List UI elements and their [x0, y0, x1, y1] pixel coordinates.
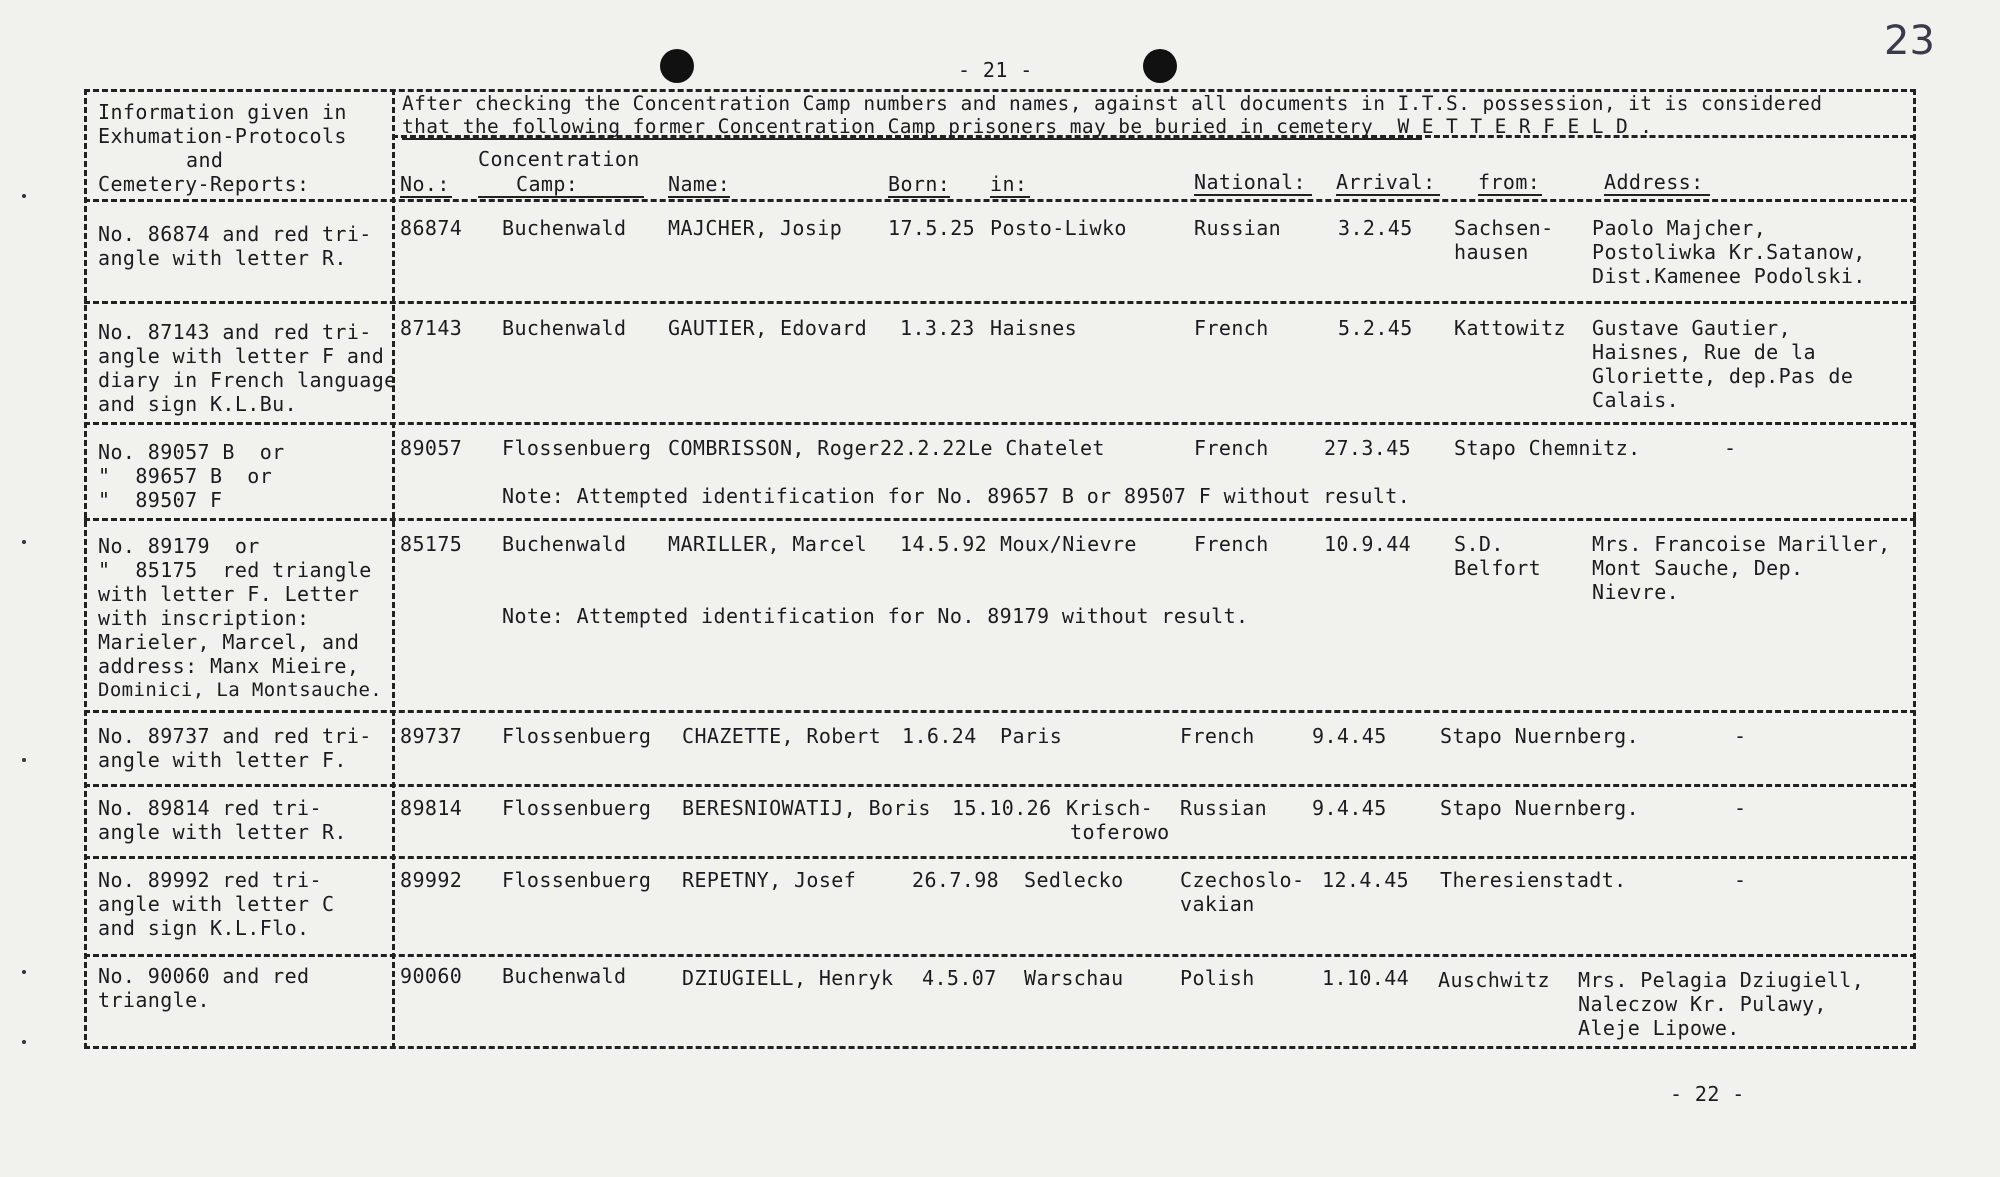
row-from: Auschwitz [1438, 968, 1550, 992]
row-in: Moux/Nievre [1000, 532, 1137, 556]
row-name: REPETNY, Josef [682, 868, 857, 892]
row-camp: Buchenwald [502, 316, 627, 340]
row-from: Kattowitz [1454, 316, 1566, 340]
row-national: Polish [1180, 966, 1255, 990]
header-underline [402, 138, 1422, 140]
row-in: toferowo [1070, 820, 1170, 844]
row-info: No. 89737 and red tri- [98, 724, 372, 748]
row-born: 1.3.23 [900, 316, 975, 340]
row-name: MAJCHER, Josip [668, 216, 843, 240]
row-address: Gloriette, dep.Pas de [1592, 364, 1854, 388]
row-camp: Flossenbuerg [502, 868, 652, 892]
row-born: 15.10.26 [952, 796, 1052, 820]
row-national: French [1194, 532, 1269, 556]
row-arrival: 27.3.45 [1324, 436, 1412, 460]
row-address: Dist.Kamenee Podolski. [1592, 264, 1866, 288]
page-number: 23 [1884, 18, 1935, 64]
row-info: angle with letter F. [98, 748, 347, 772]
punch-hole-right [1143, 49, 1177, 83]
row-born: 14.5.92 [900, 532, 988, 556]
row-info: and sign K.L.Bu. [98, 392, 298, 416]
margin-dot [22, 758, 26, 762]
row-info: with letter F. Letter [98, 582, 360, 606]
row-no: 89814 [400, 796, 463, 820]
row-born: 1.6.24 [902, 724, 977, 748]
row-divider [84, 301, 1916, 304]
row-in: Sedlecko [1024, 868, 1124, 892]
col-header-underline [668, 196, 730, 198]
row-info: angle with letter R. [98, 820, 347, 844]
row-address: Nievre. [1592, 580, 1680, 604]
col-header-underline [1604, 194, 1710, 196]
row-info: triangle. [98, 988, 210, 1012]
col-header-underline [1478, 194, 1542, 196]
row-address: Haisnes, Rue de la [1592, 340, 1816, 364]
margin-dot [22, 540, 26, 544]
row-born: 26.7.98 [912, 868, 1000, 892]
col-header-arrival: Arrival: [1336, 170, 1436, 194]
row-divider [84, 422, 1916, 425]
header-left-line: and [186, 148, 224, 172]
row-from: Stapo Nuernberg. [1440, 796, 1640, 820]
row-born: 4.5.07 [922, 966, 997, 990]
row-info: No. 90060 and red [98, 964, 310, 988]
row-from: Theresienstadt. [1440, 868, 1627, 892]
row-address: Mrs. Pelagia Dziugiell, [1578, 968, 1865, 992]
col-header-national: National: [1194, 170, 1306, 194]
row-divider [84, 784, 1916, 787]
top-page-marker: - 21 - [958, 58, 1033, 82]
header-statement-line: that the following former Concentration Camp prisoners may be buried in cemetery W E T T E R F E L D . [402, 115, 1653, 138]
row-info: angle with letter F and [98, 344, 385, 368]
row-name: CHAZETTE, Robert [682, 724, 882, 748]
col-header-from: from: [1478, 170, 1541, 194]
row-info: " 89507 F [98, 488, 223, 512]
row-info: with inscription: [98, 606, 310, 630]
row-national: Russian [1180, 796, 1268, 820]
row-national: Russian [1194, 216, 1282, 240]
col-header-born: Born: [888, 172, 951, 196]
header-left-line: Cemetery-Reports: [98, 172, 310, 196]
row-from: hausen [1454, 240, 1529, 264]
row-in: Krisch- [1066, 796, 1154, 820]
row-from: Stapo Nuernberg. [1440, 724, 1640, 748]
row-no: 85175 [400, 532, 463, 556]
row-national: French [1194, 316, 1269, 340]
header-left-line: Information given in [98, 100, 347, 124]
col-header-underline [400, 196, 452, 198]
row-no: 87143 [400, 316, 463, 340]
row-address: - [1734, 868, 1747, 892]
row-info: No. 89814 red tri- [98, 796, 322, 820]
row-camp: Buchenwald [502, 964, 627, 988]
row-info: address: Manx Mieire, [98, 654, 360, 678]
col-header-underline [888, 196, 950, 198]
row-arrival: 10.9.44 [1324, 532, 1412, 556]
row-from: Stapo Chemnitz. [1454, 436, 1641, 460]
row-name: MARILLER, Marcel [668, 532, 868, 556]
row-camp: Flossenbuerg [502, 796, 652, 820]
row-info: and sign K.L.Flo. [98, 916, 310, 940]
row-info: No. 89992 red tri- [98, 868, 322, 892]
row-national: French [1180, 724, 1255, 748]
row-national: vakian [1180, 892, 1255, 916]
row-camp: Flossenbuerg [502, 436, 652, 460]
row-divider [84, 710, 1916, 713]
row-info: " 85175 red triangle [98, 558, 372, 582]
row-info: Dominici, La Montsauche. [98, 679, 383, 701]
margin-dot [22, 970, 26, 974]
margin-dot [22, 1040, 26, 1044]
row-info: No. 89179 or [98, 534, 260, 558]
row-address: Postoliwka Kr.Satanow, [1592, 240, 1866, 264]
row-address: Aleje Lipowe. [1578, 1016, 1740, 1040]
col-header-address: Address: [1604, 170, 1704, 194]
col-header-underline [1194, 194, 1312, 196]
row-info: angle with letter R. [98, 246, 347, 270]
col-header-underline [990, 196, 1030, 198]
row-arrival: 3.2.45 [1338, 216, 1413, 240]
row-divider [84, 199, 1916, 202]
col-header-in: in: [990, 172, 1028, 196]
col-header-underline [478, 196, 644, 198]
row-name: BERESNIOWATIJ, Boris [682, 796, 931, 820]
row-arrival: 12.4.45 [1322, 868, 1410, 892]
row-name: COMBRISSON, Roger [668, 436, 880, 460]
row-no: 86874 [400, 216, 463, 240]
row-no: 89057 [400, 436, 463, 460]
row-arrival: 1.10.44 [1322, 966, 1410, 990]
row-address: Gustave Gautier, [1592, 316, 1792, 340]
row-national: Czechoslo- [1180, 868, 1305, 892]
row-address: Mrs. Francoise Mariller, [1592, 532, 1891, 556]
row-address: - [1734, 724, 1747, 748]
col-header-underline [1336, 194, 1440, 196]
row-arrival: 5.2.45 [1338, 316, 1413, 340]
row-address: Calais. [1592, 388, 1680, 412]
row-divider [84, 954, 1916, 957]
punch-hole-left [660, 49, 694, 83]
row-in: Le Chatelet [968, 436, 1105, 460]
row-address: - [1724, 436, 1737, 460]
row-address: Paolo Majcher, [1592, 216, 1767, 240]
row-info: Marieler, Marcel, and [98, 630, 360, 654]
row-in: Posto-Liwko [990, 216, 1127, 240]
row-no: 89737 [400, 724, 463, 748]
row-note: Note: Attempted identification for No. 89657 B or 89507 F without result. [502, 484, 1411, 508]
col-header-camp-top: Concentration [478, 147, 640, 171]
row-divider [84, 856, 1916, 859]
row-arrival: 9.4.45 [1312, 796, 1387, 820]
row-note: Note: Attempted identification for No. 89179 without result. [502, 604, 1249, 628]
row-camp: Flossenbuerg [502, 724, 652, 748]
row-no: 89992 [400, 868, 463, 892]
row-national: French [1194, 436, 1269, 460]
header-left-line: Exhumation-Protocols [98, 124, 347, 148]
row-name: GAUTIER, Edovard [668, 316, 868, 340]
row-address: Naleczow Kr. Pulawy, [1578, 992, 1827, 1016]
row-info: No. 87143 and red tri- [98, 320, 372, 344]
bottom-page-marker: - 22 - [1670, 1082, 1745, 1106]
row-info: diary in French language [98, 368, 397, 392]
row-in: Haisnes [990, 316, 1078, 340]
row-info: " 89657 B or [98, 464, 273, 488]
row-info: No. 89057 B or [98, 440, 285, 464]
row-name: DZIUGIELL, Henryk [682, 966, 894, 990]
header-statement-line: After checking the Concentration Camp numbers and names, against all documents in I.T.S. possession, it is considered [402, 92, 1823, 115]
col-header-no: No.: [400, 172, 450, 196]
row-from: Sachsen- [1454, 216, 1554, 240]
margin-dot [22, 194, 26, 198]
row-from: S.D. [1454, 532, 1504, 556]
row-in: Warschau [1024, 966, 1124, 990]
row-camp: Buchenwald [502, 216, 627, 240]
row-arrival: 9.4.45 [1312, 724, 1387, 748]
row-address: - [1734, 796, 1747, 820]
row-camp: Buchenwald [502, 532, 627, 556]
col-header-name: Name: [668, 172, 731, 196]
row-in: Paris [1000, 724, 1063, 748]
row-info: No. 86874 and red tri- [98, 222, 372, 246]
row-born: 22.2.22 [880, 436, 968, 460]
row-no: 90060 [400, 964, 463, 988]
row-info: angle with letter C [98, 892, 335, 916]
row-from: Belfort [1454, 556, 1542, 580]
row-address: Mont Sauche, Dep. [1592, 556, 1804, 580]
row-divider [84, 518, 1916, 521]
col-header-camp: Camp: [516, 172, 579, 196]
column-divider [392, 89, 395, 1049]
row-born: 17.5.25 [888, 216, 976, 240]
